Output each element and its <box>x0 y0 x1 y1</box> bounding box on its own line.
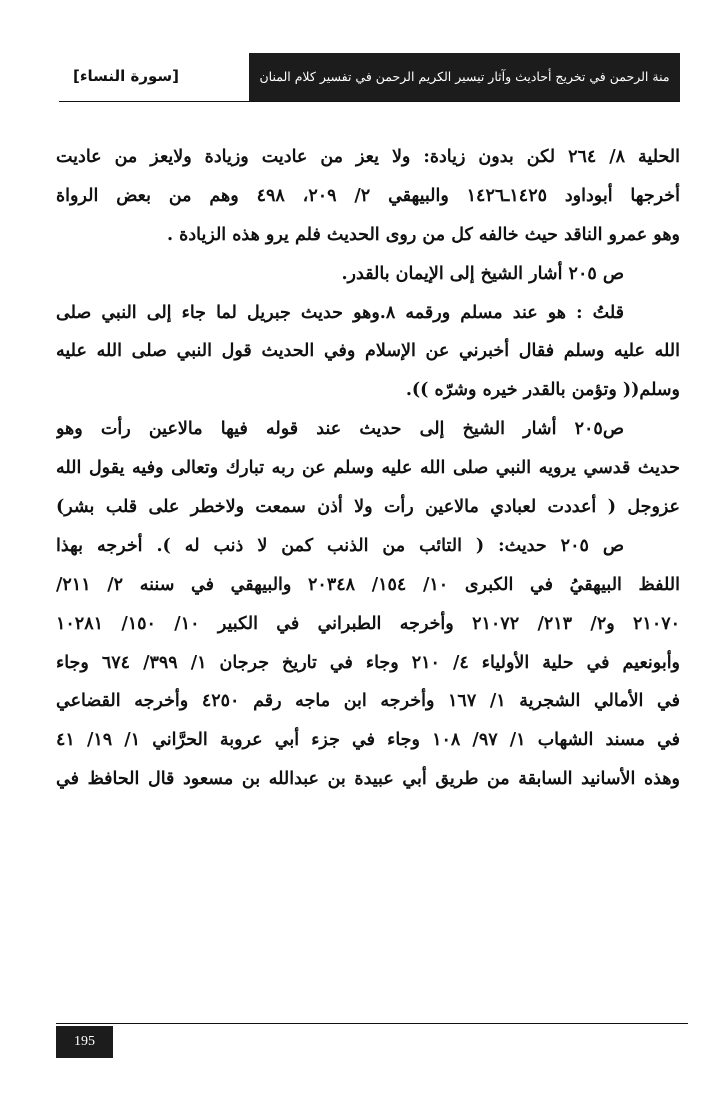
text-line: ص٢٠٥ أشار الشيخ إلى حديث عند قوله فيها مالاعين رأت وهو <box>56 419 624 440</box>
text-line: في الأمالي الشجرية ١/ ١٦٧ وأخرجه ابن ماجه رقم ٤٢٥٠ وأخرجه القضاعي <box>56 691 680 712</box>
text-line: في مسند الشهاب ١/ ٩٧/ ١٠٨ وجاء في جزء أبي عروبة الحرَّاني ١/ ١٩/ ٤١ <box>56 730 680 751</box>
text-line: ص ٢٠٥ أشار الشيخ إلى الإيمان بالقدر. <box>341 263 624 284</box>
text-line: وسلم(( وتؤمن بالقدر خيره وشرّه )). <box>405 380 680 401</box>
running-header <box>59 53 680 102</box>
text-line: اللفظ البيهقيُ في الكبرى ١٠/ ١٥٤/ ٢٠٣٤٨ والبيهقي في سننه ٢/ ٢١١/ <box>56 574 680 595</box>
surah-name: [سورة النساء] <box>73 67 180 85</box>
text-line: ص ٢٠٥ حديث: ( التائب من الذنب كمن لا ذنب له ). أخرجه بهذا <box>56 535 625 556</box>
text-line: وهو عمرو الناقد حيث خالفه كل من روى الحديث فلم يرو هذه الزيادة . <box>166 224 680 245</box>
text-line: ٢١٠٧٠ و٢/ ٢١٣/ ٢١٠٧٢ وأخرجه الطبراني في الكبير ١٠/ ١٥٠/ ١٠٢٨١ <box>56 613 680 634</box>
page-number: 195 <box>56 1026 113 1058</box>
page-body <box>56 138 680 976</box>
text-line: أخرجها أبوداود ١٤٢٥ـ١٤٢٦ والبيهقي ٢/ ٢٠٩، ٤٩٨ وهم من بعض الرواة <box>56 185 680 206</box>
footer-divider <box>56 1023 688 1024</box>
text-line: وهذه الأسانيد السابقة من طريق أبي عبيدة بن عبدالله بن مسعود قال الحافظ في <box>56 769 680 790</box>
text-line: الله عليه وسلم فقال أخبرني عن الإسلام وفي الحديث قول النبي صلى الله عليه <box>56 341 680 362</box>
text-line: قلتُ : هو عند مسلم ورقمه ٨.وهو حديث جبريل لما جاء إلى النبي صلى <box>56 302 624 323</box>
text-line: وأبونعيم في حلية الأولياء ٤/ ٢١٠ وجاء في تاريخ جرجان ١/ ٣٩٩/ ٦٧٤ وجاء <box>56 652 680 673</box>
book-title-box <box>249 53 680 101</box>
book-title: منة الرحمن في تخريج أحاديث وآثار تيسير الكريم الرحمن في تفسير كلام المنان <box>259 69 670 84</box>
text-line: عزوجل ( أعددت لعبادي مالاعين رأت ولا أذن سمعت ولاخطر على قلب بشر) <box>56 497 680 518</box>
text-line: الحلية ٨/ ٢٦٤ لكن بدون زيادة: ولا يعز من عاديت وزيادة ولايعز من عاديت <box>56 147 680 167</box>
text-line: حديث قدسي يرويه النبي صلى الله عليه وسلم عن ربه تبارك وتعالى وفيه يقول الله <box>56 458 680 479</box>
